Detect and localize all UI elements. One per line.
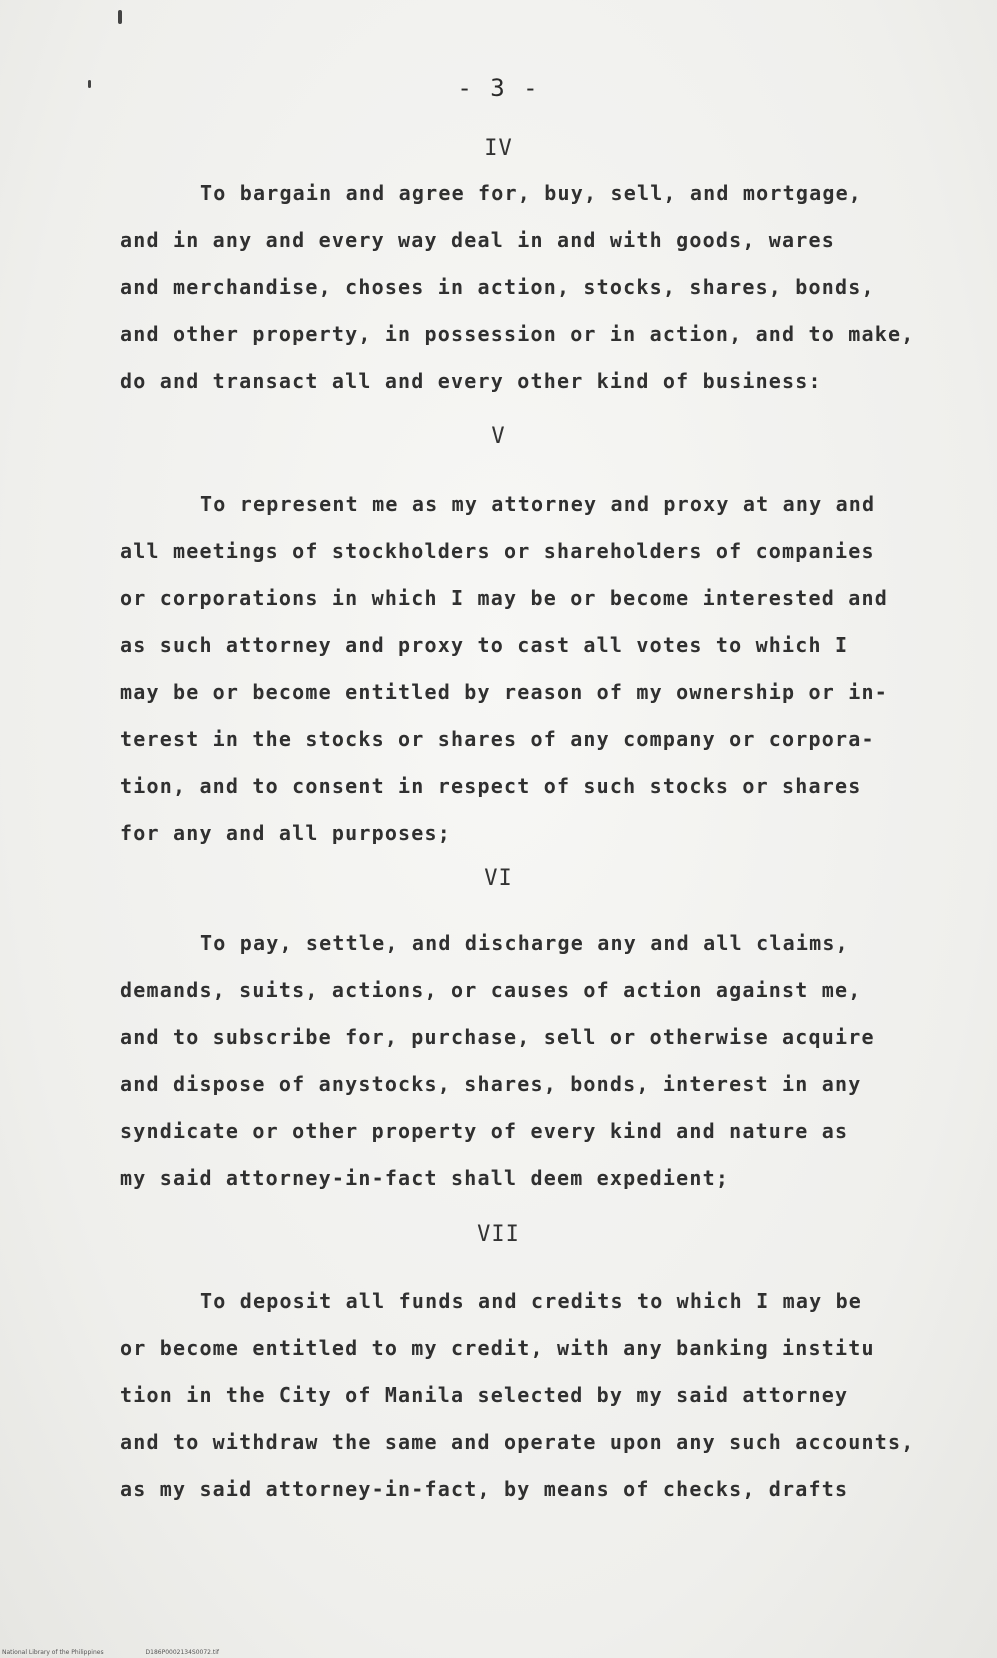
paragraph-line: and in any and every way deal in and with goods, wares [120,228,836,252]
paragraph-line: To deposit all funds and credits to which I may be [200,1289,863,1313]
section-heading-vi: VI [484,866,513,891]
archive-footer [2,1649,219,1656]
paragraph-line: tion, and to consent in respect of such stocks or shares [120,774,862,798]
paragraph-line: To bargain and agree for, buy, sell, and mortgage, [200,181,863,205]
paragraph-line: and other property, in possession or in action, and to make, [120,322,915,346]
section-heading-iv: IV [484,136,513,161]
section-paragraph-vi [120,920,970,1202]
paragraph-line: and dispose of anystocks, shares, bonds, interest in any [120,1072,862,1096]
paragraph-line: To pay, settle, and discharge any and all claims, [200,931,849,955]
paragraph-line: do and transact all and every other kind of business: [120,369,822,393]
ink-mark [118,10,122,24]
paragraph-line: or become entitled to my credit, with any banking institu [120,1336,875,1360]
page-number: - 3 - [457,74,540,102]
paragraph-line: as such attorney and proxy to cast all votes to which I [120,633,849,657]
paragraph-line: To represent me as my attorney and proxy at any and [200,492,876,516]
paragraph-line: and to subscribe for, purchase, sell or otherwise acquire [120,1025,875,1049]
paragraph-line: my said attorney-in-fact shall deem expedient; [120,1166,730,1190]
paragraph-line: as my said attorney-in-fact, by means of checks, drafts [120,1477,849,1501]
footer-file: D186P0002134S0072.tif [145,1649,220,1656]
paragraph-line: all meetings of stockholders or shareholders of companies [120,539,875,563]
section-heading-v: V [491,424,506,449]
section-paragraph-vii [120,1278,970,1513]
paragraph-line: demands, suits, actions, or causes of action against me, [120,978,862,1002]
paragraph-line: and merchandise, choses in action, stocks, shares, bonds, [120,275,875,299]
paragraph-line: may be or become entitled by reason of my ownership or in- [120,680,888,704]
paragraph-line: syndicate or other property of every kind and nature as [120,1119,849,1143]
section-paragraph-v [120,481,970,857]
section-heading-vii: VII [477,1222,520,1247]
paragraph-line: tion in the City of Manila selected by my said attorney [120,1383,849,1407]
paragraph-line: and to withdraw the same and operate upon any such accounts, [120,1430,915,1454]
paragraph-line: for any and all purposes; [120,821,452,845]
paragraph-line: or corporations in which I may be or become interested and [120,586,888,610]
footer-source: National Library of the Philippines [2,1649,104,1656]
paragraph-line: terest in the stocks or shares of any company or corpora- [120,727,875,751]
section-paragraph-iv [120,170,970,405]
